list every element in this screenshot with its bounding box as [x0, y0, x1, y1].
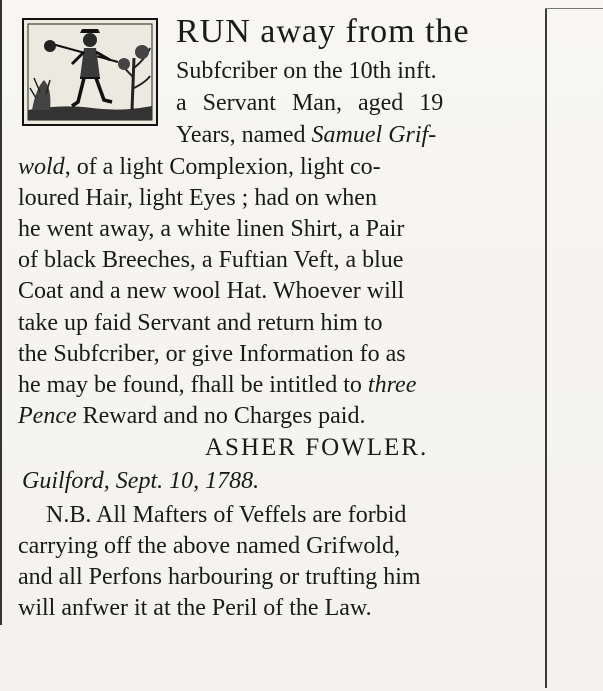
text-line: of black Breeches, a Fuftian Veft, a blue	[18, 247, 404, 273]
column-rule-left	[0, 0, 2, 625]
runaway-servant-woodcut-icon	[22, 18, 158, 126]
nb-line: N.B. All Mafters of Veffels are forbid	[46, 502, 407, 528]
text-fragment: Years, named	[176, 122, 312, 148]
nb-line: and all Perfons harbouring or trufting him	[18, 564, 421, 590]
text-line	[18, 152, 381, 182]
signature: ASHER FOWLER.	[205, 434, 429, 461]
text-line: a Servant Man, aged 19	[176, 90, 444, 116]
text-line	[18, 370, 416, 400]
headline: RUN away from the	[176, 13, 470, 50]
nb-line: carrying off the above named Grifwold,	[18, 533, 401, 559]
column-rule-top	[545, 8, 603, 9]
italic-reward: three	[367, 372, 417, 398]
text-line: the Subfcriber, or give Information fo as	[18, 341, 406, 367]
text-fragment: he may be found, fhall be intitled to	[18, 372, 368, 398]
text-line	[176, 120, 436, 150]
text-line: take up faid Servant and return him to	[18, 310, 383, 336]
column-rule-right	[545, 8, 547, 688]
text-fragment: Reward and no Charges paid.	[76, 403, 366, 429]
text-line: Coat and a new wool Hat. Whoever will	[18, 278, 405, 304]
italic-name: wold	[18, 154, 65, 180]
italic-name: Samuel Grif-	[311, 122, 437, 148]
text-line	[18, 401, 365, 431]
text-line: Subfcriber on the 10th inft.	[176, 58, 437, 84]
dateline: Guilford, Sept. 10, 1788.	[22, 468, 260, 494]
nb-line: will anfwer it at the Peril of the Law.	[18, 595, 372, 621]
text-fragment: , of a light Complexion, light co-	[64, 154, 381, 180]
italic-reward: Pence	[18, 403, 77, 429]
text-line: loured Hair, light Eyes ; had on when	[18, 185, 377, 211]
text-line: he went away, a white linen Shirt, a Pair	[18, 216, 405, 242]
